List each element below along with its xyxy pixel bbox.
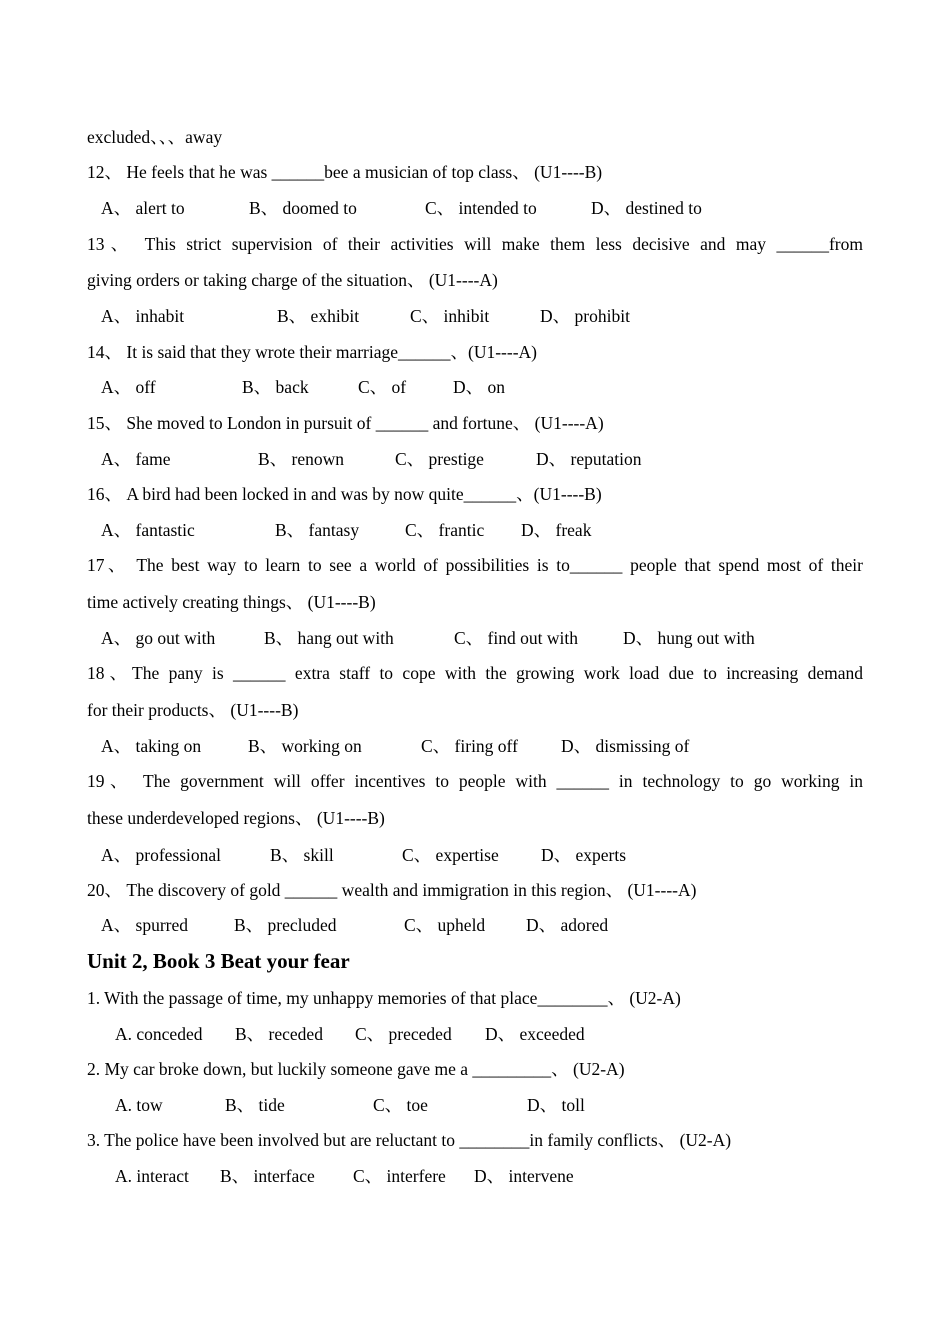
unit2-question-1: 1. With the passage of time, my unhappy memories of that place________、 (U2-A) [87, 988, 681, 1008]
option-d: D、 freak [521, 520, 592, 540]
option-a: A、 fame [101, 449, 171, 469]
option-d: D、 exceeded [485, 1024, 585, 1044]
option-d: D、 destined to [591, 198, 702, 218]
option-d: D、 reputation [536, 449, 642, 469]
unit2-question-3: 3. The police have been involved but are reluctant to ________in family conflicts、 (U2-A) [87, 1130, 732, 1150]
option-b: B、 working on [248, 736, 362, 756]
question-19-line-1: 19、 The government will offer incentives to people with ______ in technology to go working in [87, 771, 863, 791]
option-d: D、 experts [541, 845, 627, 865]
option-a: A、 off [101, 377, 156, 397]
question-18-line-2: for their products、 (U1----B) [87, 700, 299, 720]
option-b: B、 renown [258, 449, 345, 469]
option-a: A. conceded [115, 1024, 203, 1044]
option-b: B、 back [242, 377, 309, 397]
question-13-line-2: giving orders or taking charge of the situation、 (U1----A) [87, 270, 498, 290]
question-14: 14、 It is said that they wrote their marriage______、(U1----A) [87, 342, 538, 362]
option-d: D、 on [453, 377, 506, 397]
question-12: 12、 He feels that he was ______bee a musician of top class、 (U1----B) [87, 162, 603, 182]
option-c: C、 inhibit [410, 306, 490, 326]
question-18-line-1: 18、The pany is ______ extra staff to cope with the growing work load due to increasing demand [87, 663, 863, 683]
option-d: D、 intervene [474, 1166, 574, 1186]
option-c: C、 preceded [355, 1024, 452, 1044]
option-a: A、 professional [101, 845, 222, 865]
question-13-line-1: 13、 This strict supervision of their activities will make them less decisive and may ______from [87, 234, 863, 254]
option-a: A、 alert to [101, 198, 185, 218]
option-c: C、 prestige [395, 449, 484, 469]
question-15: 15、 She moved to London in pursuit of ______ and fortune、 (U1----A) [87, 413, 604, 433]
option-c: C、 expertise [402, 845, 499, 865]
option-b: B、 skill [270, 845, 334, 865]
option-c: C、 toe [373, 1095, 428, 1115]
option-c: C、 intended to [425, 198, 537, 218]
option-d: D、 hung out with [623, 628, 755, 648]
question-16: 16、 A bird had been locked in and was by now quite______、(U1----B) [87, 484, 602, 504]
option-a: A. interact [115, 1166, 189, 1186]
option-a: A. tow [115, 1095, 163, 1115]
option-a: A、 fantastic [101, 520, 195, 540]
section-heading: Unit 2, Book 3 Beat your fear [87, 949, 350, 973]
option-c: C、 interfere [353, 1166, 446, 1186]
option-c: C、 frantic [405, 520, 485, 540]
option-b: B、 precluded [234, 915, 337, 935]
option-a: A、 inhabit [101, 306, 185, 326]
unit2-question-2: 2. My car broke down, but luckily someone gave me a _________、 (U2-A) [87, 1059, 625, 1079]
option-d: D、 prohibit [540, 306, 630, 326]
option-a: A、 go out with [101, 628, 216, 648]
option-c: C、 firing off [421, 736, 518, 756]
question-17-line-1: 17、 The best way to learn to see a world of possibilities is to______ people that spend most of their [87, 555, 863, 575]
option-b: B、 tide [225, 1095, 285, 1115]
option-b: B、 interface [220, 1166, 315, 1186]
option-a: A、 taking on [101, 736, 202, 756]
option-d: D、 adored [526, 915, 609, 935]
option-b: B、 exhibit [277, 306, 360, 326]
option-c: C、 of [358, 377, 407, 397]
option-b: B、 receded [235, 1024, 323, 1044]
option-b: B、 doomed to [249, 198, 357, 218]
option-a: A、 spurred [101, 915, 188, 935]
option-b: B、 fantasy [275, 520, 360, 540]
option-d: D、 dismissing of [561, 736, 690, 756]
option-b: B、 hang out with [264, 628, 394, 648]
question-17-line-2: time actively creating things、 (U1----B) [87, 592, 376, 612]
question-19-line-2: these underdeveloped regions、 (U1----B) [87, 808, 385, 828]
question-20: 20、 The discovery of gold ______ wealth and immigration in this region、 (U1----A) [87, 880, 697, 900]
option-c: C、 find out with [454, 628, 578, 648]
option-c: C、 upheld [404, 915, 486, 935]
continuation-line: excluded、、、away [87, 127, 223, 147]
option-d: D、 toll [527, 1095, 585, 1115]
